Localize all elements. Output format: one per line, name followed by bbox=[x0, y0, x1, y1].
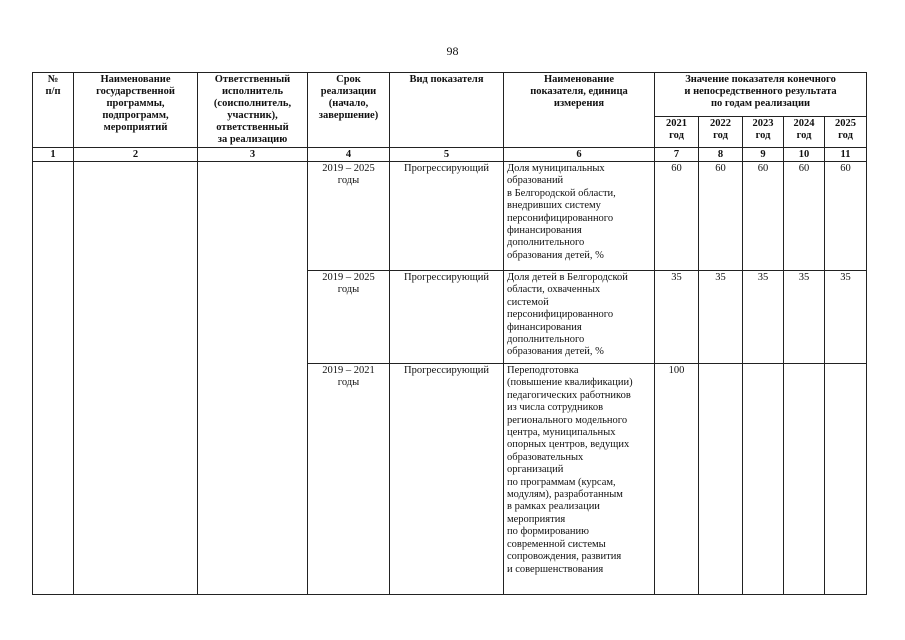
value-2023: 60 bbox=[743, 162, 784, 271]
value-2023 bbox=[743, 364, 784, 595]
column-number: 8 bbox=[699, 148, 743, 162]
indicator-name-cell: Доля муниципальных образований в Белгородской области, внедривших систему персонифицированного финансирования дополнительного образования детей, % bbox=[504, 162, 655, 271]
responsible-cell bbox=[198, 162, 308, 595]
header-number: № п/п bbox=[33, 73, 74, 148]
column-number: 1 bbox=[33, 148, 74, 162]
value-2025: 35 bbox=[825, 271, 867, 364]
value-2025 bbox=[825, 364, 867, 595]
header-year-2023: 2023 год bbox=[743, 117, 784, 148]
value-2024 bbox=[784, 364, 825, 595]
column-number: 7 bbox=[655, 148, 699, 162]
header-year-2025: 2025 год bbox=[825, 117, 867, 148]
program-name-cell bbox=[74, 162, 198, 595]
indicators-table bbox=[32, 72, 867, 595]
indicator-name-cell: Переподготовка (повышение квалификации) педагогических работников из числа сотрудников регионального модельного центра, муниципальных опорных центров, ведущих образовательных организаций по программам (курсам, модулям), разработанным в рамках реализации мероприятия по формированию современной системы сопровождения, развития и совершенствования bbox=[504, 364, 655, 595]
value-2022: 35 bbox=[699, 271, 743, 364]
indicator-type-cell: Прогрессирующий bbox=[390, 162, 504, 271]
header-values-group: Значение показателя конечного и непосредственного результата по годам реализации bbox=[655, 73, 867, 117]
value-2021: 60 bbox=[655, 162, 699, 271]
column-number: 2 bbox=[74, 148, 198, 162]
value-2022: 60 bbox=[699, 162, 743, 271]
column-number: 4 bbox=[308, 148, 390, 162]
value-2024: 60 bbox=[784, 162, 825, 271]
column-number: 6 bbox=[504, 148, 655, 162]
indicator-name-cell: Доля детей в Белгородской области, охваченных системой персонифицированного финансирования дополнительного образования детей, % bbox=[504, 271, 655, 364]
header-indicator-type: Вид показателя bbox=[390, 73, 504, 148]
indicator-type-cell: Прогрессирующий bbox=[390, 271, 504, 364]
value-2021: 100 bbox=[655, 364, 699, 595]
header-period: Срок реализации (начало, завершение) bbox=[308, 73, 390, 148]
column-number: 3 bbox=[198, 148, 308, 162]
header-program-name: Наименование государственной программы, подпрограмм, мероприятий bbox=[74, 73, 198, 148]
header-year-2022: 2022 год bbox=[699, 117, 743, 148]
column-number: 9 bbox=[743, 148, 784, 162]
indicator-type-cell: Прогрессирующий bbox=[390, 364, 504, 595]
period-cell: 2019 – 2025 годы bbox=[308, 271, 390, 364]
header-row bbox=[33, 73, 867, 117]
page-number: 98 bbox=[446, 44, 459, 58]
table-row bbox=[33, 162, 867, 271]
header-indicator-name: Наименование показателя, единица измерения bbox=[504, 73, 655, 148]
column-number: 10 bbox=[784, 148, 825, 162]
column-number: 11 bbox=[825, 148, 867, 162]
column-number: 5 bbox=[390, 148, 504, 162]
header-year-2024: 2024 год bbox=[784, 117, 825, 148]
column-number-row bbox=[33, 148, 867, 162]
header-responsible: Ответственный исполнитель (соисполнитель, участник), ответственный за реализацию bbox=[198, 73, 308, 148]
number-cell bbox=[33, 162, 74, 595]
period-cell: 2019 – 2025 годы bbox=[308, 162, 390, 271]
period-cell: 2019 – 2021 годы bbox=[308, 364, 390, 595]
value-2023: 35 bbox=[743, 271, 784, 364]
header-year-2021: 2021 год bbox=[655, 117, 699, 148]
value-2021: 35 bbox=[655, 271, 699, 364]
value-2024: 35 bbox=[784, 271, 825, 364]
value-2022 bbox=[699, 364, 743, 595]
value-2025: 60 bbox=[825, 162, 867, 271]
